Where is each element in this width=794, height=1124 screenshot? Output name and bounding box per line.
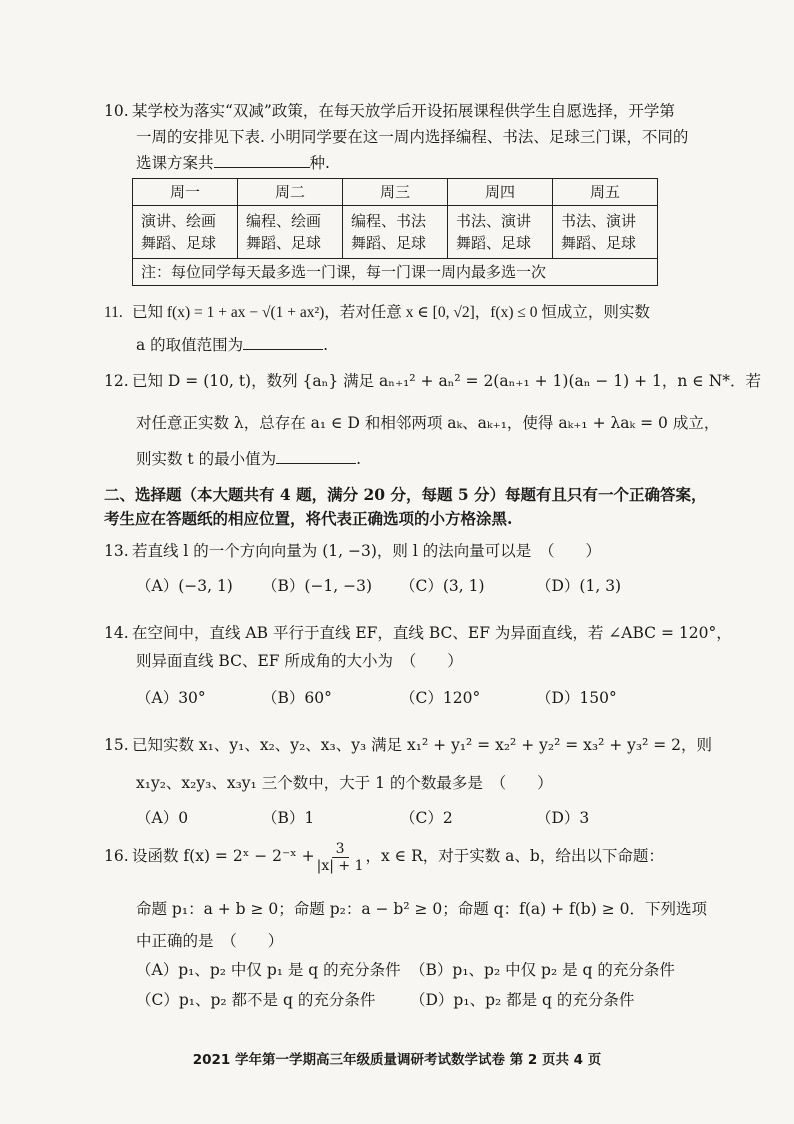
course-schedule-table [132,178,658,286]
q15-option-d[interactable]: （D）3 [536,809,590,827]
q16-fraction-denominator: |x| + 1 [316,857,364,874]
q11-answer-blank[interactable] [243,335,323,350]
q12-line3 [136,448,361,470]
q12-text-1: 已知 D = (10, t)，数列 {aₙ} 满足 aₙ₊₁² + aₙ² = 2(aₙ₊₁ + 1)(aₙ − 1) + 1，n ∈ N*．若 [132,372,762,390]
q15-option-b[interactable]: （B）1 [262,809,315,827]
table-note-row [133,259,658,286]
table-header: 周一 [133,179,238,206]
q15-line1 [104,734,712,756]
q14-text-1: 在空间中，直线 AB 平行于直线 EF，直线 BC、EF 为异面直线，若 ∠ABC = 120°， [132,624,732,642]
table-cell: 书法、演讲 舞蹈、足球 [553,206,658,259]
table-cell: 编程、书法 舞蹈、足球 [343,206,448,259]
q16-line2: 命题 p₁：a + b ≥ 0；命题 p₂：a − b² ≥ 0；命题 q：f(a) + f(b) ≥ 0．下列选项 [136,900,707,918]
q14-option-c[interactable]: （C）120° [400,689,481,707]
table-header-row [133,179,658,206]
q14-option-d[interactable]: （D）150° [536,689,617,707]
q13-stem [104,540,601,562]
q10-number: 10. [104,102,129,120]
q15-option-a[interactable]: （A）0 [136,809,189,827]
table-header: 周四 [448,179,553,206]
q16-fraction-numerator: 3 [332,841,349,858]
q16-option-b[interactable]: （B）p₁、p₂ 中仅 p₂ 是 q 的充分条件 [410,961,675,979]
q12-answer-blank[interactable] [276,449,356,464]
page-footer: 2021 学年第一学期高三年级质量调研考试数学试卷 第 2 页共 4 页 [192,1052,602,1068]
table-header: 周五 [553,179,658,206]
q16-line1 [104,836,664,876]
q10-answer-blank[interactable] [214,153,310,168]
q15-line2: x₁y₂、x₂y₃、x₃y₁ 三个数中，大于 1 的个数最多是 （ ） [136,774,553,792]
q14-option-a[interactable]: （A）30° [136,689,206,707]
q14-option-b[interactable]: （B）60° [262,689,332,707]
q10-line2: 一周的安排见下表. 小明同学要在这一周内选择编程、书法、足球三门课，不同的 [136,128,689,146]
q16-option-a[interactable]: （A）p₁、p₂ 中仅 p₁ 是 q 的充分条件 [136,961,401,979]
q16-number: 16. [104,847,129,865]
q13-option-b[interactable]: （B）(−1, −3) [262,577,373,595]
q12-line1 [104,370,761,392]
q15-option-c[interactable]: （C）2 [400,809,453,827]
q16-option-d[interactable]: （D）p₁、p₂ 都是 q 的充分条件 [410,991,635,1009]
table-cell: 编程、绘画 舞蹈、足球 [238,206,343,259]
q11-text-1: 已知 f(x) = 1 + ax − √(1 + ax²)，若对任意 x ∈ [0, √2]，f(x) ≤ 0 恒成立，则实数 [132,304,650,321]
table-cell: 演讲、绘画 舞蹈、足球 [133,206,238,259]
table-header: 周三 [343,179,448,206]
table-row [133,206,658,259]
q11-text-2a: a 的取值范围为 [136,336,244,354]
section2-instruction: 考生应在答题纸的相应位置，将代表正确选项的小方格涂黑. [104,509,513,528]
q10-line1 [104,100,675,122]
q11-text-2b: . [323,336,329,354]
q11-line2 [136,334,328,356]
q14-line2: 则异面直线 BC、EF 所成角的大小为 （ ） [136,652,463,670]
q15-number: 15. [104,736,129,754]
q11-line1 [104,302,650,324]
q10-text-3b: 种. [309,154,330,172]
q10-text-3a: 选课方案共 [136,154,214,172]
q14-number: 14. [104,624,129,642]
section2-heading: 二、选择题（本大题共有 4 题，满分 20 分，每题 5 分）每题有且只有一个正确答案， [104,485,707,504]
q13-number: 13. [104,542,129,560]
q10-text-1: 某学校为落实“双减”政策，在每天放学后开设拓展课程供学生自愿选择，开学第 [132,102,675,120]
table-header: 周二 [238,179,343,206]
q12-line2: 对任意正实数 λ，总存在 a₁ ∈ D 和相邻两项 aₖ、aₖ₊₁，使得 aₖ₊₁ + λaₖ = 0 成立， [136,414,720,432]
q15-text-1: 已知实数 x₁、y₁、x₂、y₂、x₃、y₃ 满足 x₁² + y₁² = x₂² + y₂² = x₃² + y₃² = 2，则 [132,736,713,754]
q10-line3 [136,152,330,174]
q14-line1 [104,622,732,644]
q16-text-1b: ，x ∈ R，对于实数 a、b，给出以下命题： [365,847,664,865]
q16-option-c[interactable]: （C）p₁、p₂ 都不是 q 的充分条件 [136,991,376,1009]
q13-option-c[interactable]: （C）(3, 1) [400,577,485,595]
table-note: 注：每位同学每天最多选一门课，每一门课一周内最多选一次 [133,259,658,286]
q12-number: 12. [104,372,129,390]
q13-text: 若直线 l 的一个方向向量为 (1, −3)，则 l 的法向量可以是 （ ） [132,542,601,560]
q16-line3: 中正确的是 （ ） [136,932,284,950]
table-cell: 书法、演讲 舞蹈、足球 [448,206,553,259]
q16-fraction [317,841,364,874]
q11-number: 11. [104,304,123,321]
q12-text-3b: . [356,450,362,468]
q13-option-a[interactable]: （A）(−3, 1) [136,577,233,595]
q13-option-d[interactable]: （D）(1, 3) [536,577,622,595]
q16-text-1a: 设函数 f(x) = 2ˣ − 2⁻ˣ + [132,847,315,865]
q12-text-3a: 则实数 t 的最小值为 [136,450,277,468]
